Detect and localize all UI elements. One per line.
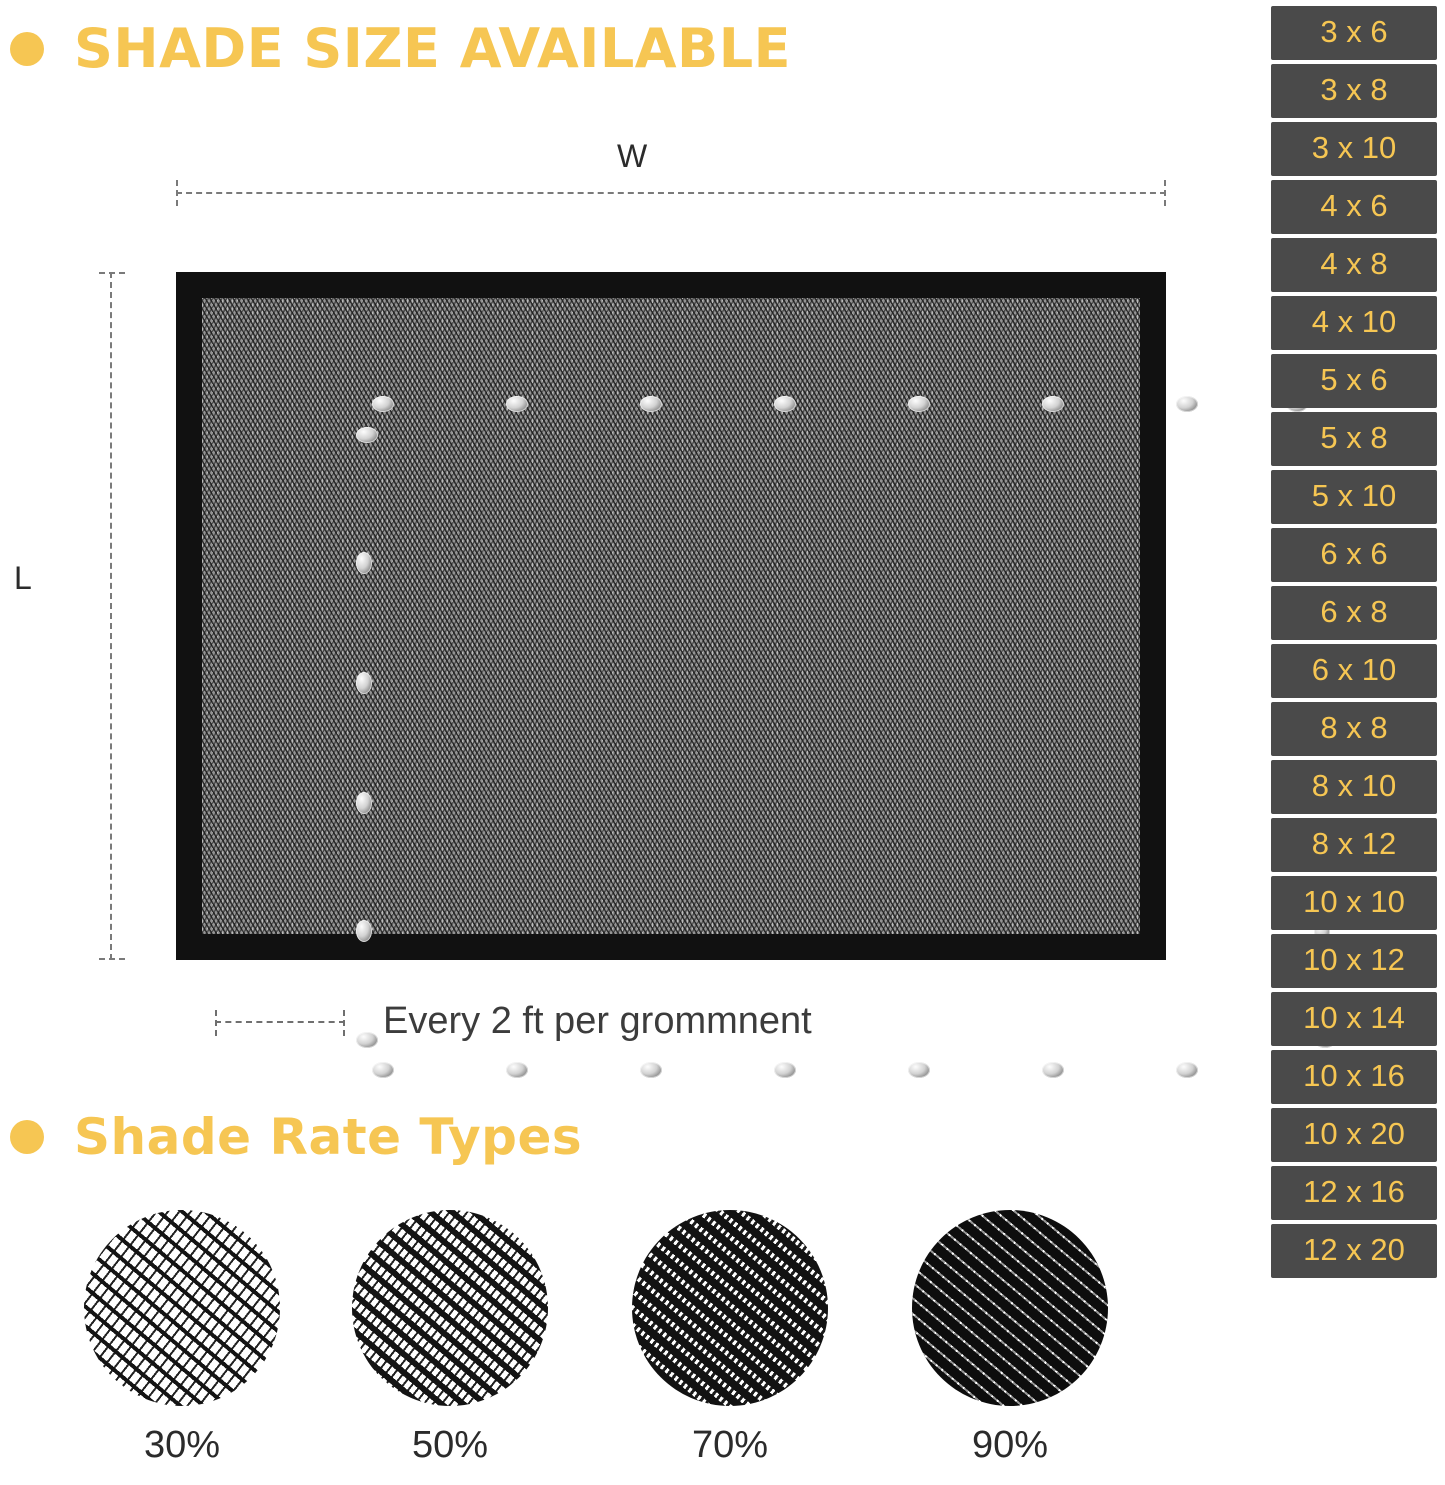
size-chip: 6 x 8 <box>1271 586 1437 640</box>
grommet <box>506 1062 528 1078</box>
grommet <box>908 396 930 412</box>
grommet <box>356 672 372 694</box>
size-chip: 5 x 10 <box>1271 470 1437 524</box>
size-chip: 4 x 8 <box>1271 238 1437 292</box>
shade-rate-types-title-text: Shade Rate Types <box>74 1108 583 1166</box>
grommet <box>1176 396 1198 412</box>
size-chip: 10 x 20 <box>1271 1108 1437 1162</box>
size-chip: 8 x 8 <box>1271 702 1437 756</box>
page-title-text: SHADE SIZE AVAILABLE <box>74 17 792 80</box>
shade-rate-swatch-90 <box>912 1210 1108 1406</box>
grommet <box>356 552 372 574</box>
shade-rate-label-70: 70% <box>691 1424 769 1466</box>
size-chip: 5 x 8 <box>1271 412 1437 466</box>
grommet <box>640 1062 662 1078</box>
bullet-dot-icon <box>10 1120 44 1154</box>
length-dimension-line <box>110 272 112 960</box>
shade-rate-label-50: 50% <box>411 1424 489 1466</box>
width-dimension-line <box>176 192 1166 194</box>
grommet <box>774 396 796 412</box>
shade-rate-swatch-50 <box>352 1210 548 1406</box>
grommet <box>774 1062 796 1078</box>
mesh-fabric <box>202 298 1140 934</box>
width-dimension-label: W <box>617 138 648 174</box>
length-dimension-label: L <box>14 560 32 596</box>
size-chip: 10 x 16 <box>1271 1050 1437 1104</box>
grommet-spacing-note <box>215 1000 812 1043</box>
size-chip: 10 x 14 <box>1271 992 1437 1046</box>
size-chip: 12 x 16 <box>1271 1166 1437 1220</box>
size-chip: 4 x 10 <box>1271 296 1437 350</box>
shade-rate-label-30: 30% <box>143 1424 221 1466</box>
shade-panel-diagram <box>0 120 1260 1080</box>
size-chip: 3 x 8 <box>1271 64 1437 118</box>
shade-rate-swatches <box>0 1210 1260 1485</box>
grommet <box>356 920 372 942</box>
grommet <box>1042 396 1064 412</box>
shade-rate-types-title <box>10 1110 582 1164</box>
grommet-spacing-dimension-line <box>215 1021 345 1023</box>
size-chip: 8 x 12 <box>1271 818 1437 872</box>
shade-rate-swatch-70 <box>632 1210 828 1406</box>
shade-rate-50 <box>340 1210 560 1467</box>
grommet <box>506 396 528 412</box>
shade-rate-swatch-30 <box>84 1210 280 1406</box>
grommet <box>1042 1062 1064 1078</box>
page-title <box>10 17 792 80</box>
bullet-dot-icon <box>10 32 44 66</box>
size-chip: 10 x 12 <box>1271 934 1437 988</box>
grommet <box>372 1062 394 1078</box>
size-chip: 12 x 20 <box>1271 1224 1437 1278</box>
grommet <box>356 792 372 814</box>
grommet-spacing-text: Every 2 ft per grommnent <box>383 1000 812 1042</box>
shade-rate-70 <box>620 1210 840 1467</box>
size-list <box>1271 6 1437 1278</box>
size-chip: 5 x 6 <box>1271 354 1437 408</box>
size-chip: 6 x 6 <box>1271 528 1437 582</box>
grommet <box>1176 1062 1198 1078</box>
grommet <box>356 427 378 443</box>
shade-rate-90 <box>900 1210 1120 1467</box>
shade-cloth-panel <box>176 272 1166 960</box>
grommet <box>372 396 394 412</box>
size-chip: 3 x 10 <box>1271 122 1437 176</box>
size-chip: 6 x 10 <box>1271 644 1437 698</box>
grommet <box>908 1062 930 1078</box>
shade-rate-30 <box>72 1210 292 1467</box>
size-chip: 3 x 6 <box>1271 6 1437 60</box>
size-chip: 4 x 6 <box>1271 180 1437 234</box>
shade-rate-label-90: 90% <box>971 1424 1049 1466</box>
size-chip: 10 x 10 <box>1271 876 1437 930</box>
grommet <box>640 396 662 412</box>
size-chip: 8 x 10 <box>1271 760 1437 814</box>
